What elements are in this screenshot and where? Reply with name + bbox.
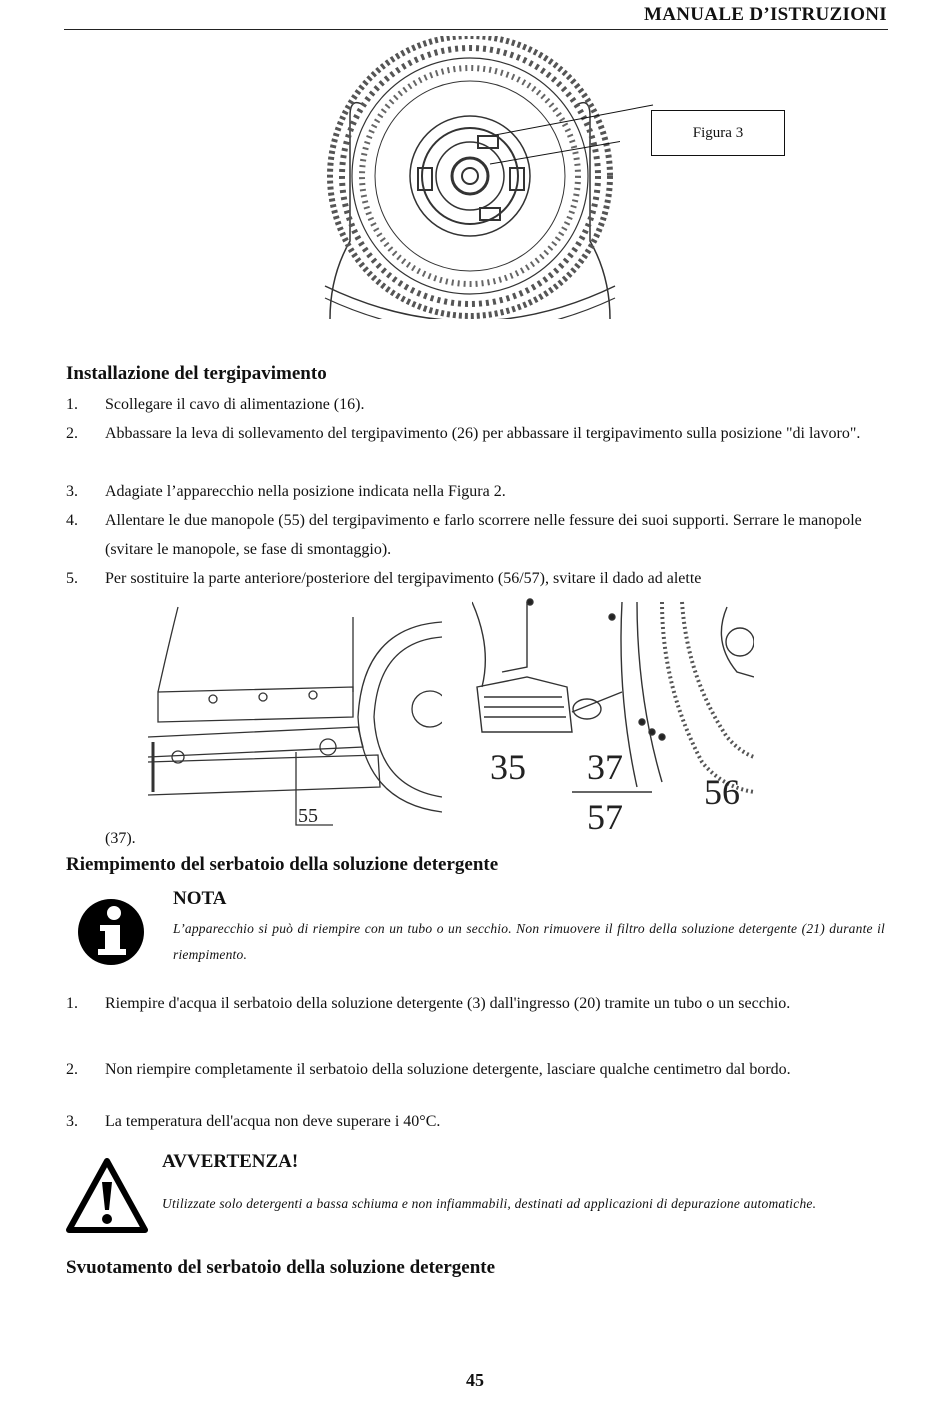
list-text: Adagiate l’apparecchio nella posizione indicata nella Figura 2. (105, 483, 506, 500)
list-item (66, 564, 886, 593)
list-item (66, 991, 886, 1017)
list-item (66, 1109, 886, 1135)
figure-label-37: 37 (587, 747, 623, 787)
header-rule (64, 29, 888, 30)
squeegee-right-illustration (472, 597, 754, 837)
figure-3-callout-box (651, 110, 785, 156)
warning-title: AVVERTENZA! (162, 1151, 299, 1172)
figure-label-57: 57 (587, 797, 623, 837)
note-text: L’apparecchio si può di riempire con un tubo o un secchio. Non rimuovere il filtro della soluzione detergente (21) durante il riempimento. (173, 921, 885, 962)
figure-3-brush-illustration (320, 36, 620, 321)
list-number: 1. (66, 995, 78, 1012)
figure-label-35: 35 (490, 747, 526, 787)
info-icon (76, 897, 146, 967)
list-text: Allentare le due manopole (55) del tergipavimento e farlo scorrere nelle fessure dei suoi supporti. Serrare le manopole (svitare le manopole, se fase di smontaggio). (105, 512, 862, 558)
figure-3-pointer-line (495, 100, 655, 160)
section-title-svuotamento: Svuotamento del serbatoio della soluzione detergente (66, 1257, 496, 1278)
list-number: 3. (66, 483, 78, 500)
list-item (66, 1057, 886, 1083)
list-text: Riempire d'acqua il serbatoio della soluzione detergente (3) dall'ingresso (20) tramite un tubo o un secchio. (105, 995, 791, 1012)
figure-3-label: Figura 3 (692, 125, 744, 141)
list-item (66, 506, 886, 564)
list-text: Abbassare la leva di sollevamento del tergipavimento (26) per abbassare il tergipavimento sulla posizione "di lavoro". (105, 425, 861, 442)
figure-label-56: 56 (704, 772, 740, 812)
figure-label-55: 55 (298, 805, 318, 827)
list-text: Per sostituire la parte anteriore/posteriore del tergipavimento (56/57), svitare il dado ad alette (105, 570, 702, 587)
list-item (66, 390, 886, 419)
section-title-riempimento: Riempimento del serbatoio della soluzione detergente (66, 854, 499, 875)
warning-icon (66, 1158, 148, 1233)
list-number: 5. (66, 570, 78, 587)
warning-text: Utilizzate solo detergenti a bassa schiuma e non infiammabili, destinati ad applicazioni di depurazione automatiche. (162, 1196, 817, 1211)
list-number: 2. (66, 425, 78, 442)
list-number: 4. (66, 512, 78, 529)
list-item-continuation: (37). (105, 830, 136, 847)
list-number: 1. (66, 396, 78, 413)
list-text: Scollegare il cavo di alimentazione (16). (105, 396, 365, 413)
squeegee-left-illustration (148, 597, 442, 837)
header-title: MANUALE D’ISTRUZIONI (644, 4, 887, 25)
page-number: 45 (466, 1370, 484, 1390)
list-item (66, 477, 886, 506)
section-title-installazione: Installazione del tergipavimento (66, 363, 327, 384)
list-text: Non riempire completamente il serbatoio della soluzione detergente, lasciare qualche centimetro dal bordo. (105, 1061, 791, 1078)
list-item (66, 419, 886, 448)
note-title: NOTA (173, 888, 227, 909)
list-text: La temperatura dell'acqua non deve superare i 40°C. (105, 1113, 441, 1130)
list-number: 2. (66, 1061, 78, 1078)
list-number: 3. (66, 1113, 78, 1130)
